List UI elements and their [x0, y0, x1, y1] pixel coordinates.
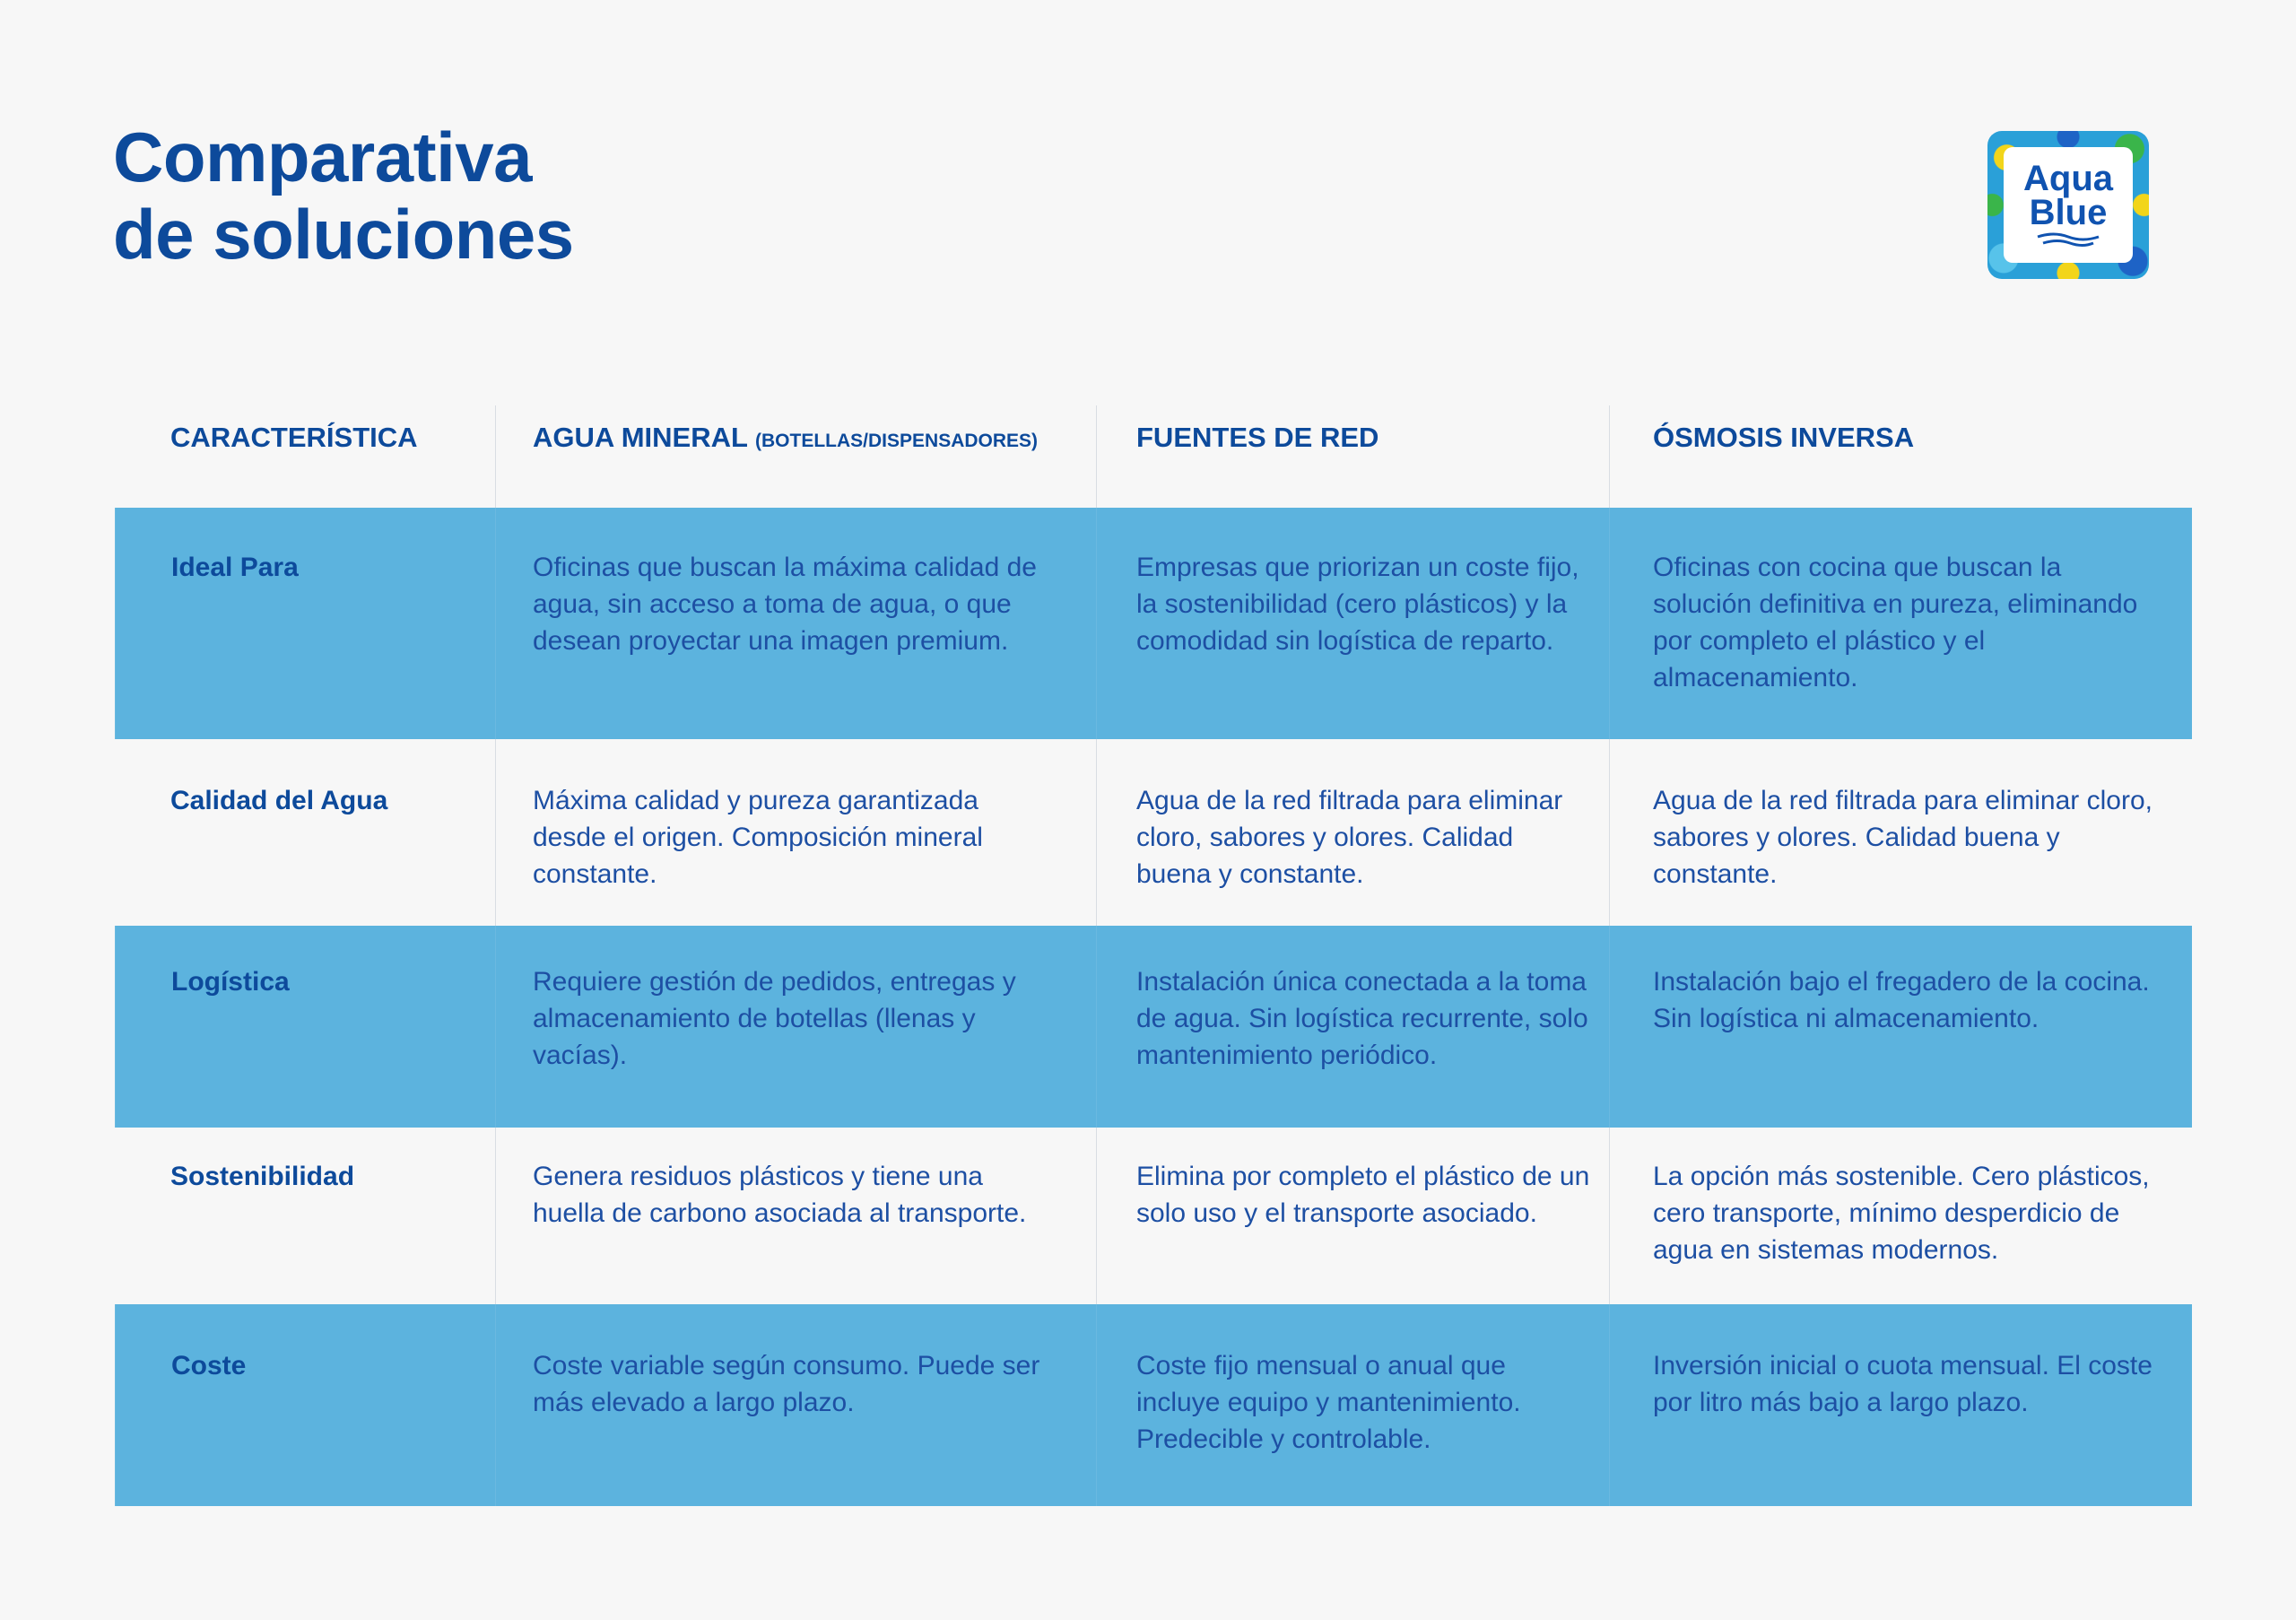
cell-osmosis-inversa: Oficinas con cocina que buscan la solución definitiva en pureza, eliminando por completo el plástico y el almacenamiento.: [1609, 508, 2192, 739]
cell-fuentes-de-red: Coste fijo mensual o anual que incluye equipo y mantenimiento. Predecible y controlable.: [1096, 1304, 1609, 1506]
row-label: Logística: [115, 926, 495, 1128]
table-row: [115, 508, 2192, 739]
table-row: [115, 1128, 2192, 1304]
wave-icon: [2036, 231, 2100, 249]
header-fuentes-de-red: FUENTES DE RED: [1096, 405, 1609, 508]
header-agua-mineral: [495, 405, 1096, 508]
cell-fuentes-de-red: Elimina por completo el plástico de un solo uso y el transporte asociado.: [1096, 1128, 1609, 1304]
logo-word-aqua: Aqua: [2023, 158, 2113, 198]
cell-agua-mineral: Máxima calidad y pureza garantizada desde el origen. Composición mineral constante.: [495, 739, 1096, 926]
page-title: [113, 118, 574, 273]
table-row: [115, 926, 2192, 1128]
row-label: Coste: [115, 1304, 495, 1506]
page-title-line-1: Comparativa: [113, 118, 532, 196]
logo-badge: [2004, 147, 2133, 263]
header-agua-mineral-sub: (BOTELLAS/DISPENSADORES): [755, 431, 1039, 451]
row-label: Ideal Para: [115, 508, 495, 739]
cell-fuentes-de-red: Agua de la red filtrada para eliminar cloro, sabores y olores. Calidad buena y constante.: [1096, 739, 1609, 926]
table-header-row: [115, 405, 2192, 508]
row-label: Calidad del Agua: [170, 786, 388, 815]
header-agua-mineral-label: AGUA MINERAL: [533, 422, 748, 453]
header-osmosis-inversa: ÓSMOSIS INVERSA: [1609, 405, 2192, 508]
row-label: Sostenibilidad: [170, 1162, 355, 1191]
page-title-line-2: de soluciones: [113, 195, 574, 274]
header-caracteristica: CARACTERÍSTICA: [170, 422, 418, 453]
aqua-blue-logo: [1987, 131, 2149, 279]
cell-osmosis-inversa: Agua de la red filtrada para eliminar cloro, sabores y olores. Calidad buena y constante.: [1609, 739, 2192, 926]
cell-fuentes-de-red: Empresas que priorizan un coste fijo, la sostenibilidad (cero plásticos) y la comodidad sin logística de reparto.: [1096, 508, 1609, 739]
cell-agua-mineral: Coste variable según consumo. Puede ser más elevado a largo plazo.: [495, 1304, 1096, 1506]
logo-word-blue: Blue: [2029, 192, 2108, 232]
cell-agua-mineral: Genera residuos plásticos y tiene una huella de carbono asociada al transporte.: [495, 1128, 1096, 1304]
cell-agua-mineral: Requiere gestión de pedidos, entregas y almacenamiento de botellas (llenas y vacías).: [495, 926, 1096, 1128]
table-row: [115, 1304, 2192, 1506]
cell-osmosis-inversa: Instalación bajo el fregadero de la cocina. Sin logística ni almacenamiento.: [1609, 926, 2192, 1128]
table-row: [115, 739, 2192, 926]
cell-osmosis-inversa: Inversión inicial o cuota mensual. El coste por litro más bajo a largo plazo.: [1609, 1304, 2192, 1506]
cell-osmosis-inversa: La opción más sostenible. Cero plásticos, cero transporte, mínimo desperdicio de agua en sistemas modernos.: [1609, 1128, 2192, 1304]
cell-fuentes-de-red: Instalación única conectada a la toma de agua. Sin logística recurrente, solo mantenimiento periódico.: [1096, 926, 1609, 1128]
cell-agua-mineral: Oficinas que buscan la máxima calidad de agua, sin acceso a toma de agua, o que desean proyectar una imagen premium.: [495, 508, 1096, 739]
comparison-table: [115, 405, 2192, 1506]
